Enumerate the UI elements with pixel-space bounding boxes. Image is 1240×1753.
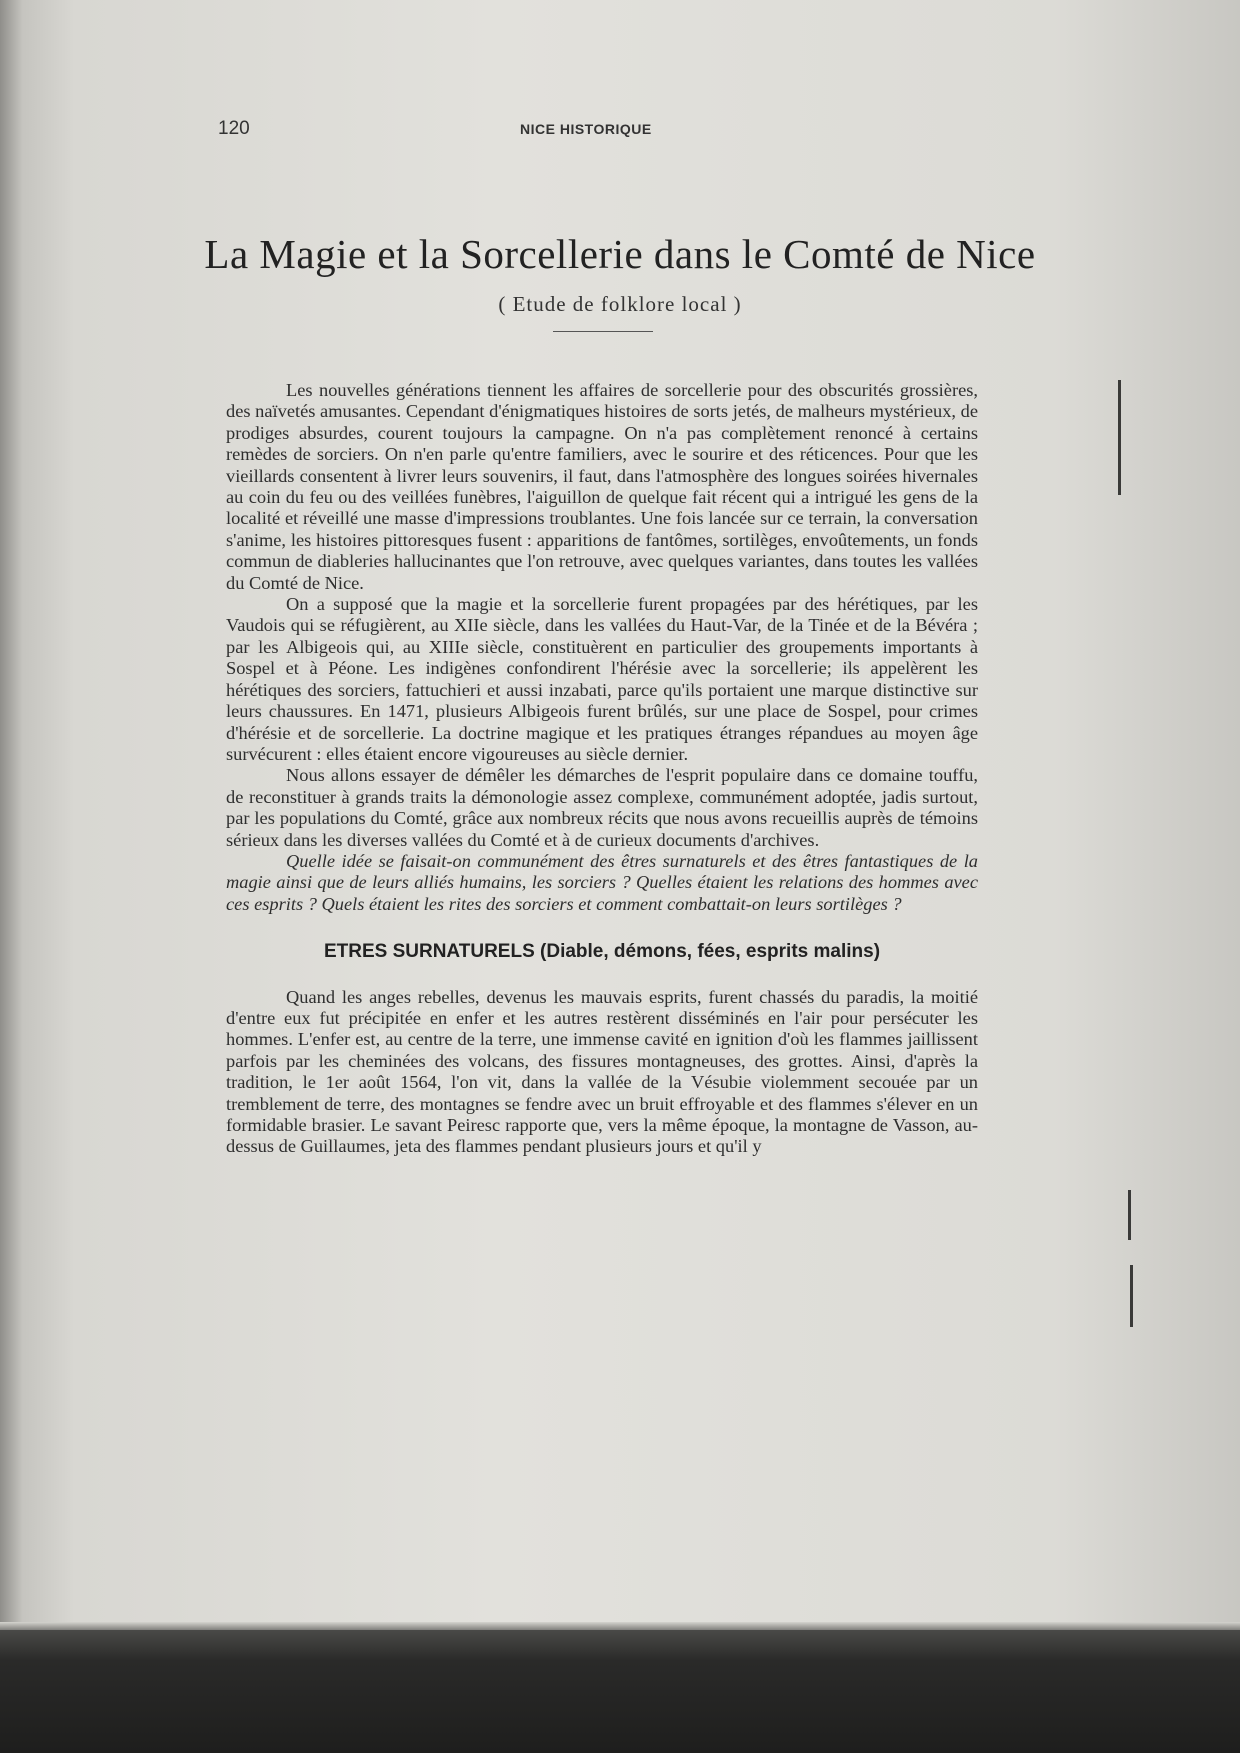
journal-name: NICE HISTORIQUE xyxy=(520,121,652,137)
running-header xyxy=(218,118,938,142)
scanner-background xyxy=(0,1630,1240,1753)
article-body xyxy=(226,380,978,1158)
section-heading: ETRES SURNATURELS (Diable, démons, fées, esprits malins) xyxy=(323,941,881,963)
paragraph: On a supposé que la magie et la sorcellerie furent propagées par des hérétiques, par les Vaudois qui se réfugièrent, au XIIe siècle, dans les vallées du Haut-Var, de la Tinée et de la Bévéra ; par les Albigeois qui, au XIIIe siècle, constituèrent en particulier des groupements importants à Sospel et à Péone. Les indigènes confondirent l'hérésie avec la sorcellerie; ils appelèrent les hérétiques des sorciers, fattuchieri et aussi inzabati, parce qu'ils portaient une marque distinctive sur leurs chaussures. En 1471, plusieurs Albigeois furent brûlés, sur une place de Sospel, pour crimes d'hérésie et de sorcellerie. La doctrine magique et les pratiques étranges répandues au moyen âge survécurent : elles étaient encore vigoureuses au siècle dernier. xyxy=(226,594,978,764)
margin-mark xyxy=(1128,1190,1131,1240)
margin-mark xyxy=(1118,380,1121,495)
binding-gutter xyxy=(0,0,22,1753)
article-subtitle: ( Etude de folklore local ) xyxy=(498,292,742,316)
paragraph-questions: Quelle idée se faisait-on communément des êtres surnaturels et des êtres fantastiques de la magie ainsi que de leurs alliés humains, les sorciers ? Quelles étaient les relations des hommes avec ces esprits ? Quels étaient les rites des sorciers et comment combattait-on leurs sortilèges ? xyxy=(226,850,978,914)
margin-mark xyxy=(1130,1265,1133,1327)
article-title: La Magie et la Sorcellerie dans le Comté de Nice xyxy=(204,231,1036,277)
paragraph: Nous allons essayer de démêler les démarches de l'esprit populaire dans ce domaine touffu, de reconstituer à grands traits la démonologie assez complexe, communément adoptée, jadis surtout, par les populations du Comté, grâce aux nombreux récits que nous avons recueillis auprès de témoins sérieux dans les diverses vallées du Comté et à de curieux documents d'archives. xyxy=(226,765,978,850)
paragraph: Les nouvelles générations tiennent les affaires de sorcellerie pour des obscurités grossières, des naïvetés amusantes. Cependant d'énigmatiques histoires de sorts jetés, de malheurs mystérieux, de prodiges absurdes, courent toujours la campagne. On n'a pas complètement renoncé à certains remèdes de sorciers. On n'en parle qu'entre familiers, avec le sourire et des réticences. Pour que les vieillards consentent à livrer leurs souvenirs, il faut, dans l'atmosphère des longues soirées hivernales au coin du feu ou des veillées funèbres, l'aiguillon de quelque fait récent qui a intrigué les gens de la localité et réveillé une masse d'impressions troublantes. Une fois lancée sur ce terrain, la conversation s'anime, les histoires pittoresques fusent : apparitions de fantômes, sortilèges, envoûtements, un fonds commun de diableries hallucinantes que l'on retrouve, avec quelques variantes, dans toutes les vallées du Comté de Nice. xyxy=(226,380,978,593)
paragraph: Quand les anges rebelles, devenus les mauvais esprits, furent chassés du paradis, la moitié d'entre eux fut précipitée en enfer et les autres restèrent disséminés en l'air pour persécuter les hommes. L'enfer est, au centre de la terre, une immense cavité en ignition d'où les flammes jaillissent parfois par les cheminées des volcans, des fissures montagneuses, des grottes. Ainsi, d'après la tradition, le 1er août 1564, l'on vit, dans la vallée de la Vésubie violemment secouée par un tremblement de terre, des montagnes se fendre avec un bruit effroyable et des flammes s'élever en un formidable brasier. Le savant Peiresc rapporte que, vers la même époque, la montagne de Vasson, au-dessus de Guillaumes, jeta des flammes pendant plusieurs jours et qu'il y xyxy=(226,986,978,1157)
title-divider xyxy=(553,331,653,332)
page-number: 120 xyxy=(218,118,250,139)
